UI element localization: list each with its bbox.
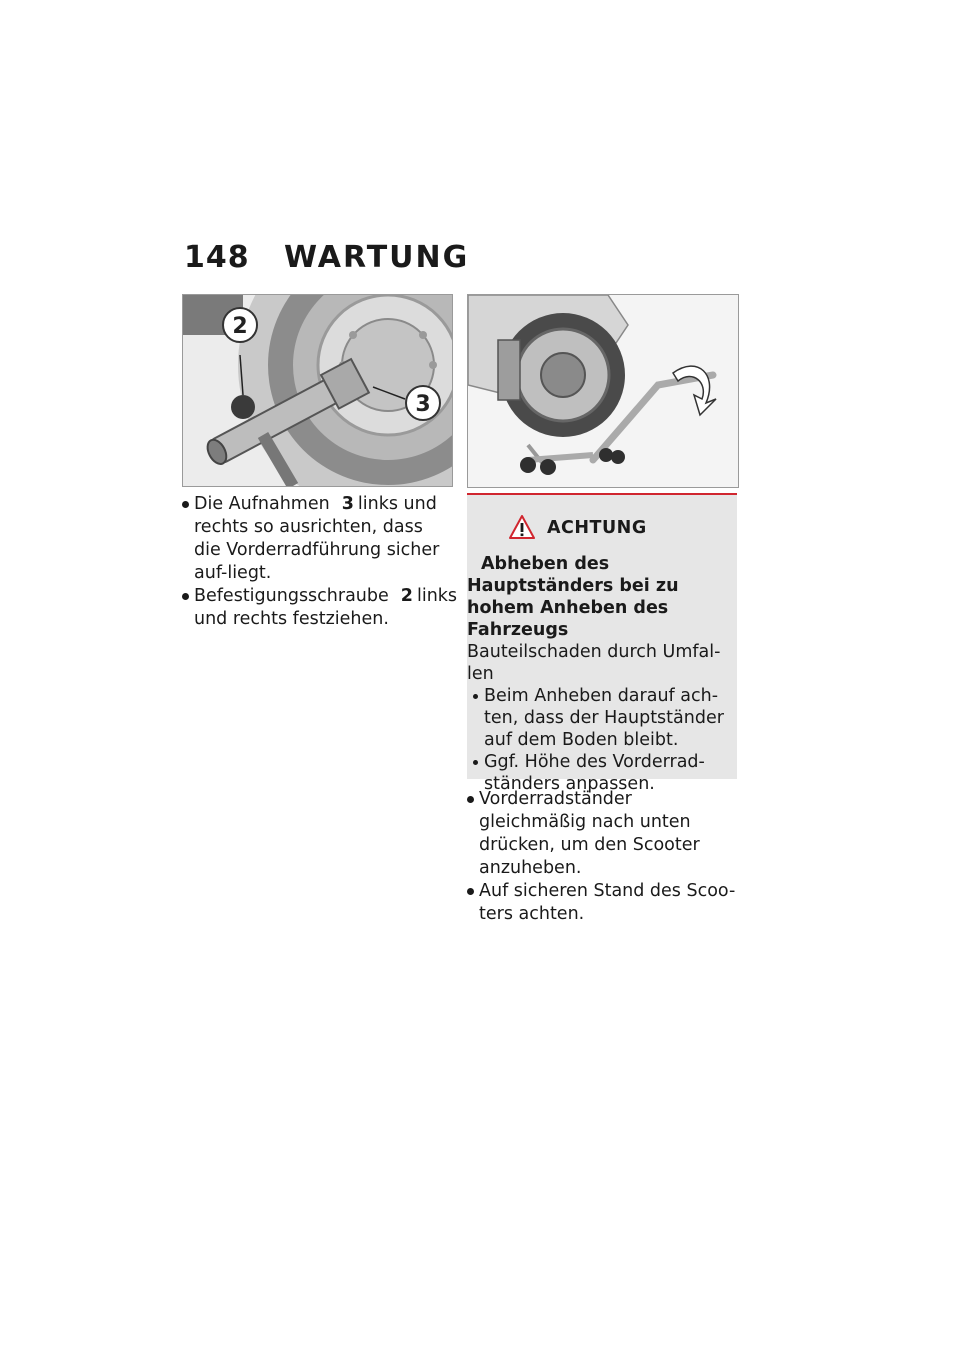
step-text: links und rechts festziehen.: [194, 586, 458, 629]
notice-subtitle: [467, 553, 733, 641]
bullet-icon: [473, 694, 478, 699]
list-item: [467, 880, 739, 926]
reference-number: 3: [341, 494, 354, 514]
bullet-icon: [182, 593, 189, 600]
front-stand-illustration: [468, 295, 738, 487]
bullet-icon: [467, 888, 474, 895]
step-text: Vorderradständer gleichmäßig nach unten drücken, um den Scooter anzuheben.: [479, 789, 700, 878]
list-item: [182, 585, 458, 631]
right-instructions: [467, 788, 739, 926]
warning-triangle-icon: [509, 515, 535, 539]
notice-item-text: Ggf. Höhe des Vorderrad-ständers anpassen.: [484, 752, 705, 794]
notice-title: ACHTUNG: [547, 518, 647, 538]
figure-stand-mount: [182, 294, 453, 487]
caution-notice: [467, 493, 737, 794]
list-item: [182, 493, 452, 585]
step-text: Befestigungsschraube: [194, 586, 389, 606]
list-item: [467, 685, 733, 751]
bullet-icon: [467, 796, 474, 803]
notice-body: [467, 553, 733, 795]
bullet-icon: [182, 501, 189, 508]
chapter-title: WARTUNG: [284, 240, 470, 275]
step-text: Die Aufnahmen: [194, 494, 330, 514]
bullet-icon: [473, 760, 478, 765]
list-item: [467, 788, 739, 880]
callout-3: 3: [415, 392, 431, 417]
stand-mount-illustration: [183, 295, 452, 486]
step-text: Auf sicheren Stand des Scoo-ters achten.: [479, 881, 736, 924]
notice-subtitle-text: Abheben des Hauptständers bei zu hohem Anheben des Fahrzeugs: [467, 554, 679, 640]
callout-2: 2: [232, 314, 248, 339]
page-number: 148: [184, 240, 250, 275]
step-text: links und rechts so ausrichten, dass die Vorderradführung sicher auf-liegt.: [194, 494, 440, 583]
left-instructions: [182, 493, 458, 631]
reference-number: 2: [400, 586, 413, 606]
figure-front-stand: [467, 294, 739, 488]
notice-consequence: Bauteilschaden durch Umfal-len: [467, 642, 721, 684]
notice-item-text: Beim Anheben darauf ach-ten, dass der Hauptständer auf dem Boden bleibt.: [484, 686, 724, 750]
